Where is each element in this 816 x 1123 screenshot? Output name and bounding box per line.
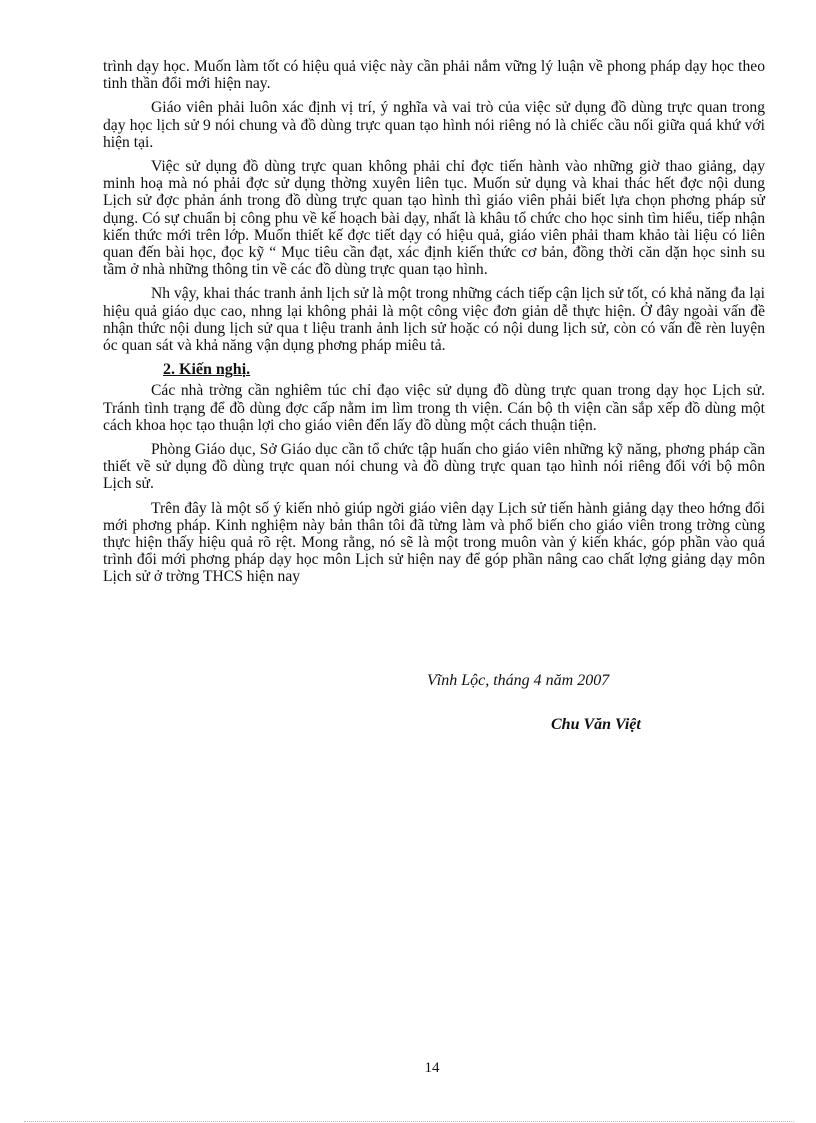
page-number: 14 xyxy=(424,1060,440,1076)
paragraph-conclusion: Trên đây là một số ý kiến nhỏ giúp ngời giáo viên dạy Lịch sử tiến hành giảng dạy theo hớng đổi mới phơng pháp. Kinh nghiệm này bản thân tôi đã từng làm và phổ biến cho giáo viên trong trờng cùng thực hiện thấy hiệu quả rõ rệt. Mong rằng, nó sẽ là một trong muôn vàn ý kiến khác, góp phần vào quá trình đổi mới phơng pháp dạy học môn Lịch sử hiện nay để góp phần nâng cao chất lợng giảng dạy môn Lịch sử ở trờng THCS hiện nay xyxy=(103,499,765,586)
paragraph-schools-recommendation: Các nhà trờng cần nghiêm túc chỉ đạo việc sử dụng đồ dùng trực quan trong dạy học Lịch sử. Tránh tình trạng để đồ dùng đợc cấp nằm im lìm trong th viện. Cán bộ th viện cần sắp xếp đồ dùng một cách khoa học tạo thuận lợi cho giáo viên đến lấy đồ dùng một cách thuận tiện. xyxy=(103,382,765,434)
paragraph-role-of-visual-aids: Giáo viên phải luôn xác định vị trí, ý nghĩa và vai trò của việc sử dụng đồ dùng trực quan trong dạy học lịch sử 9 nói chung và đồ dùng trực quan tạo hình nói riêng nó là chiếc cầu nối giữa quá khứ với hiện tại. xyxy=(103,99,765,151)
place-and-date: Vĩnh Lộc, tháng 4 năm 2007 xyxy=(427,672,610,689)
body-text xyxy=(103,58,765,593)
author-name: Chu Văn Việt xyxy=(551,716,641,733)
section-heading-text: 2. Kiến nghị. xyxy=(163,361,251,379)
paragraph-education-office-recommendation: Phòng Giáo dục, Sở Giáo dục cần tổ chức tập huấn cho giáo viên những kỹ năng, phơng pháp cần thiết về sử dụng đồ dùng trực quan nói chung và đồ dùng trực quan tạo hình nói riêng đối với bộ môn Lịch sử. xyxy=(103,441,765,493)
paragraph-continuation: trình dạy học. Muốn làm tốt có hiệu quả việc này cần phải nắm vững lý luận về phong pháp dạy học theo tinh thần đổi mới hiện nay. xyxy=(103,58,765,93)
section-heading xyxy=(103,361,765,378)
paragraph-exploiting-pictures: Nh vậy, khai thác tranh ảnh lịch sử là một trong những cách tiếp cận lịch sử tốt, có khả năng đa lại hiệu quả giáo dục cao, nhng lại không phải là một công việc đơn giản dễ thực hiện. Ở đây ngoài vấn đề nhận thức nội dung lịch sử qua t liệu tranh ảnh lịch sử hoặc có nội dung lịch sử, còn có vấn đề rèn luyện óc quan sát và khả năng vận dụng phơng pháp miêu tả. xyxy=(103,285,765,355)
paragraph-using-visual-aids: Việc sử dụng đồ dùng trực quan không phải chỉ đợc tiến hành vào những giờ thao giảng, dạy minh hoạ mà nó phải đợc sử dụng thờng xuyên liên tục. Muốn sử dụng và khai thác hết đợc nội dung Lịch sử đợc phản ánh trong đồ dùng trực quan tạo hình thì giáo viên phải biết lựa chọn phơng pháp sử dụng. Có sự chuẩn bị công phu về kế hoạch bài dạy, nhất là khâu tổ chức cho học sinh tìm hiểu, tiếp nhận kiến thức mới trên lớp. Muốn thiết kế đợc tiết dạy có hiệu quả, giáo viên phải tham khảo tài liệu có liên quan đến bài học, đọc kỹ “ Mục tiêu cần đạt, xác định kiến thức cơ bản, đồng thời căn dặn học sinh su tầm ở nhà những thông tin về các đồ dùng trực quan tạo hình. xyxy=(103,158,765,279)
page-bottom-divider xyxy=(24,1121,794,1122)
